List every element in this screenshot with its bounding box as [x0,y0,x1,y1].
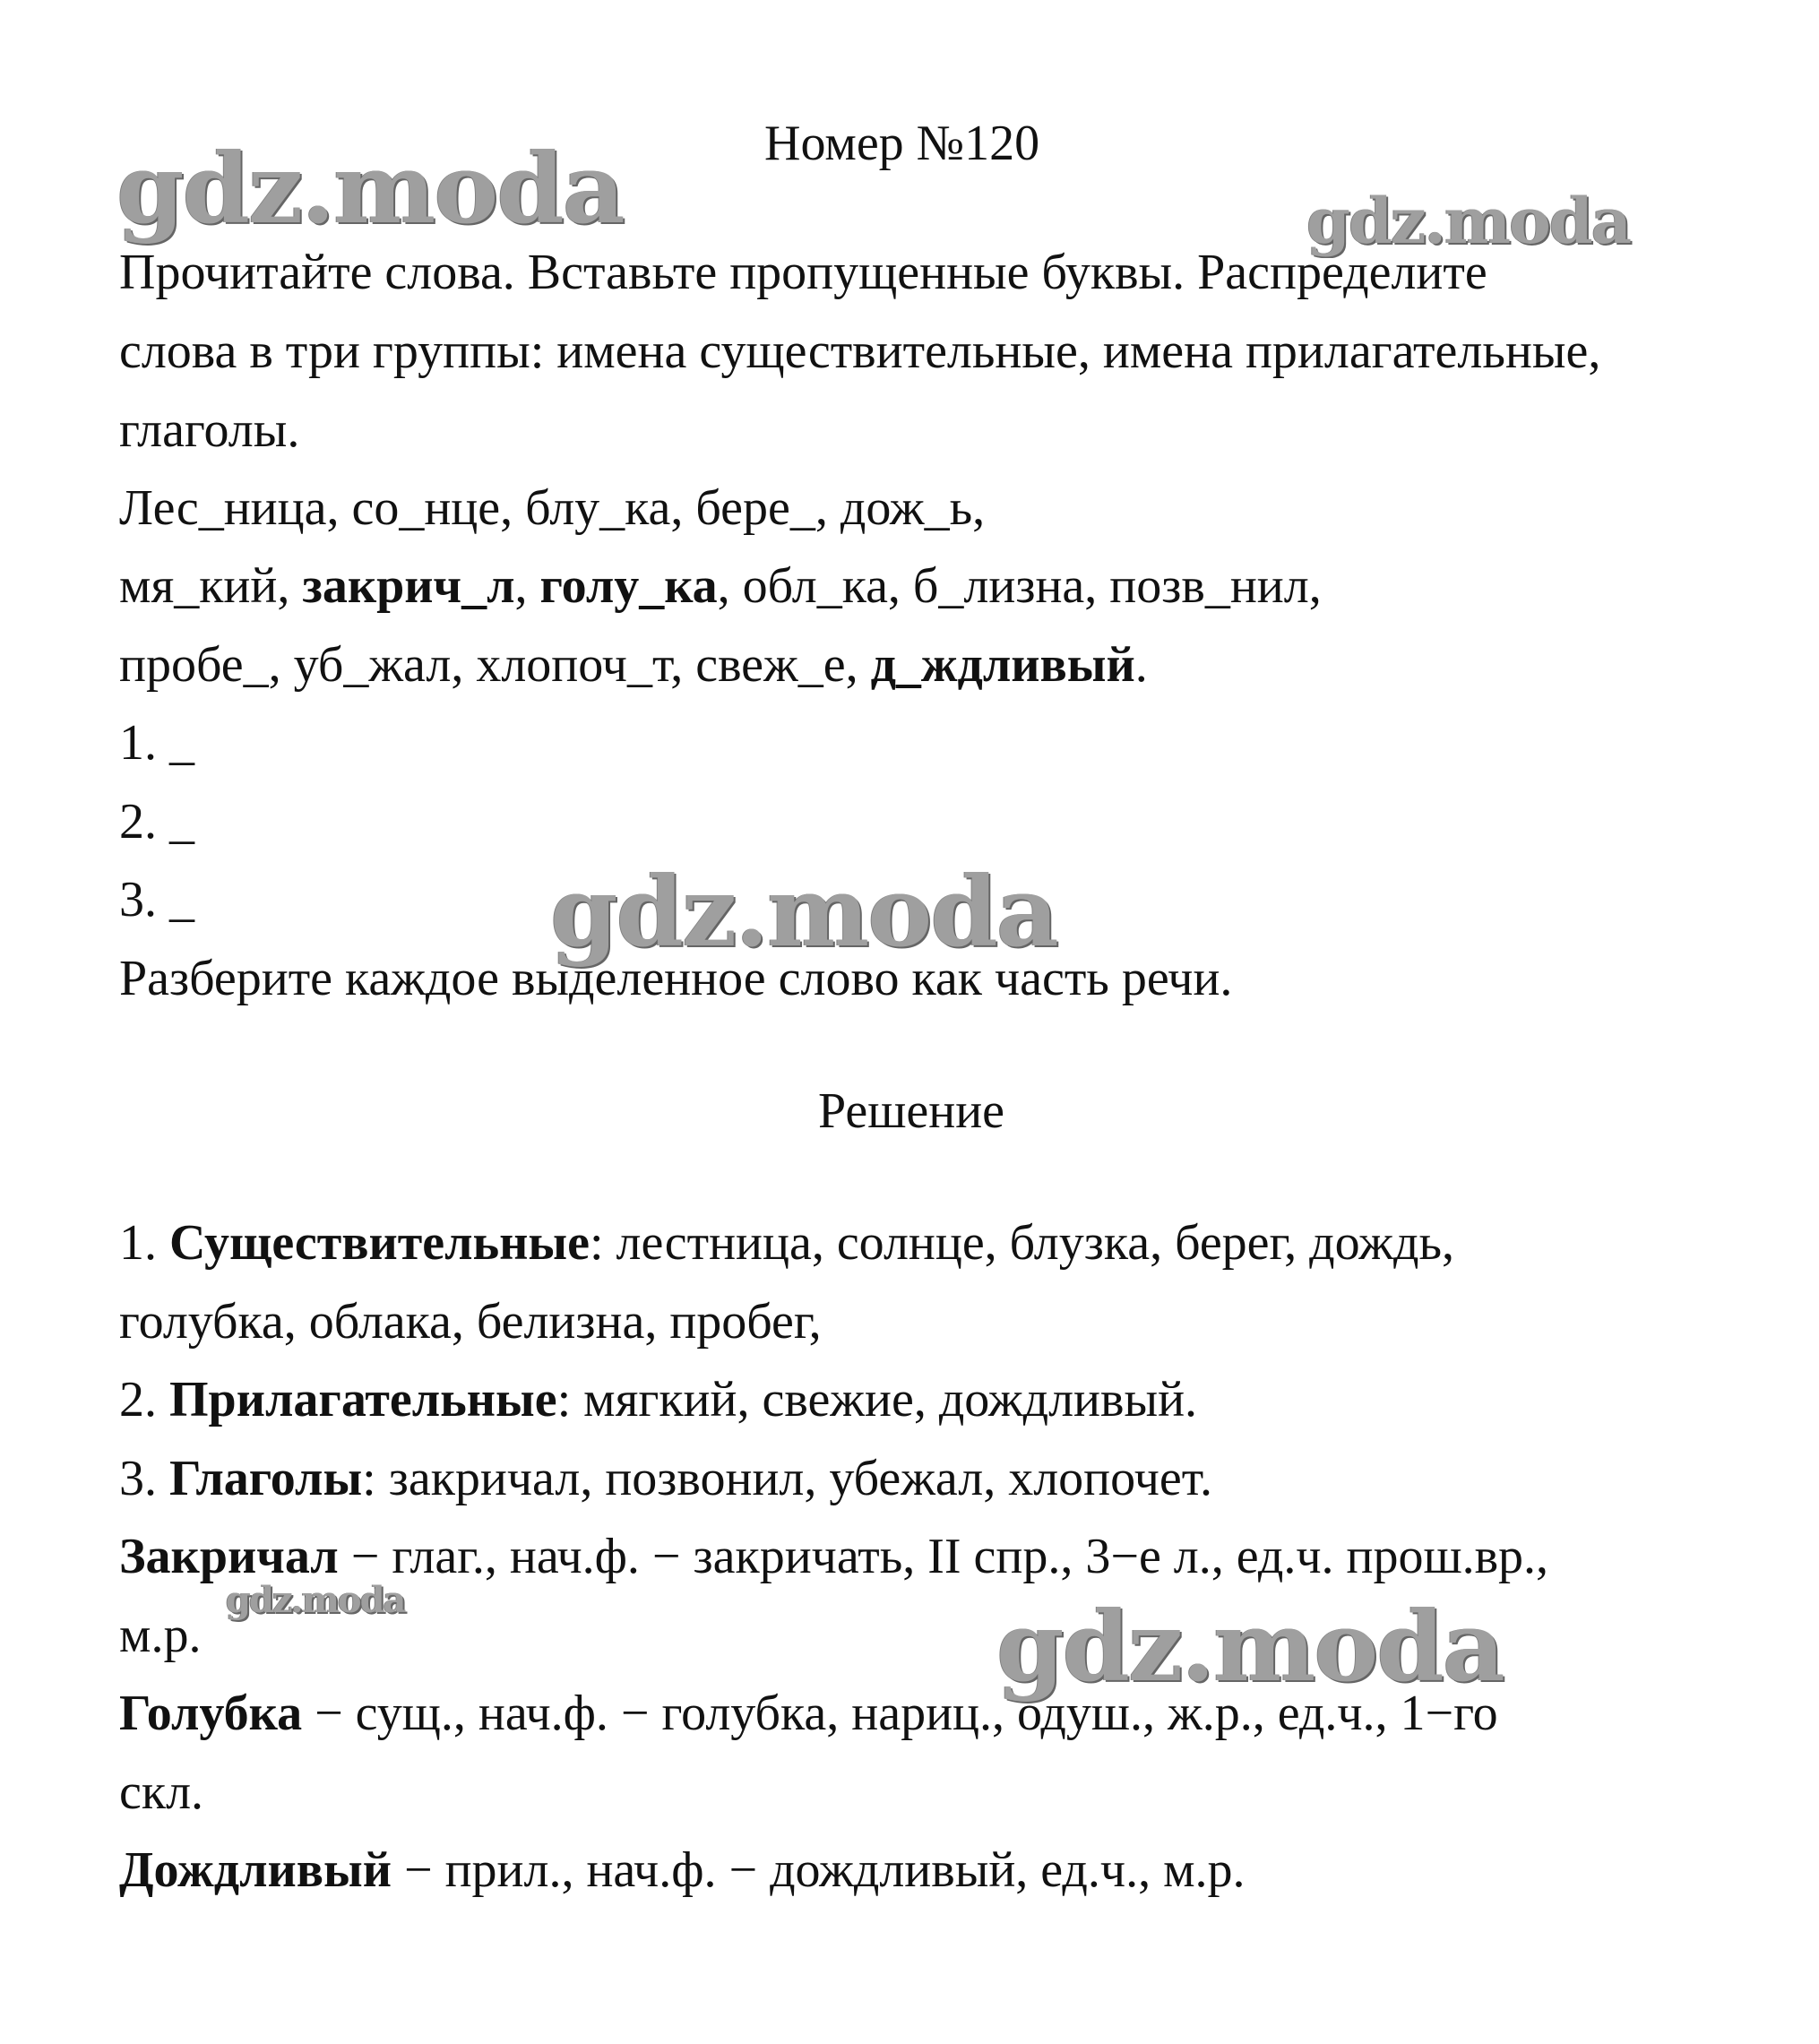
nouns-line-2: голубка, облака, белизна, пробег, [119,1294,822,1350]
verbs-line [119,1450,1212,1507]
parse-text: − сущ., нач.ф. − голубка, нариц., одуш., ж.р., ед.ч., 1−го [302,1686,1498,1741]
nouns-label: Существительные [169,1215,590,1271]
parse-word: Закричал [119,1529,339,1584]
blank-item-2: 2. _ [119,794,194,850]
solution-heading: Решение [818,1083,1005,1139]
highlighted-word: д_ждливый [870,637,1135,693]
words-plain: , [514,558,540,614]
list-number: 3. [119,1451,169,1506]
words-line-3 [119,636,1148,694]
blank-item-1: 1. _ [119,715,194,771]
adjectives-words: : мягкий, свежие, дождливый. [556,1372,1198,1427]
words-plain: , обл_ка, б_лизна, позв_нил, [717,558,1322,614]
words-plain: пробе_, уб_жал, хлопоч_т, свеж_е, [119,637,871,693]
parse-text: − глаг., нач.ф. − закричать, II спр., 3−е л., ед.ч. прош.вр., [338,1529,1549,1584]
parse-word: Дождливый [119,1842,392,1898]
nouns-words: : лестница, солнце, блузка, берег, дождь, [589,1215,1454,1271]
watermark-logo: gdz.moda [226,1579,405,1621]
verbs-words: : закричал, позвонил, убежал, хлопочет. [362,1451,1212,1506]
blank-item-3: 3. _ [119,872,194,927]
parse-dozhdlivyi-line [119,1841,1246,1899]
words-line-2 [119,557,1322,615]
instruction-text: Разберите каждое выделенное слово как часть речи. [119,951,1233,1006]
verbs-label: Глаголы [169,1451,363,1506]
adjectives-line [119,1371,1197,1428]
watermark-logo: gdz.moda [1306,184,1631,258]
watermark-logo: gdz.moda [116,133,624,246]
list-number: 1. [119,1215,169,1271]
parse-word: Голубка [119,1686,303,1741]
task-text-line-3: глаголы. [119,402,300,458]
watermark-logo: gdz.moda [550,856,1057,969]
words-plain: мя_кий, [119,558,303,614]
task-text-line-1: Прочитайте слова. Вставьте пропущенные буквы. Распределите [119,245,1487,300]
page-title: Номер №120 [764,116,1040,171]
watermark-logo: gdz.moda [996,1591,1504,1703]
nouns-line-1 [119,1214,1454,1272]
words-line-1: Лес_ница, со_нце, блу_ка, бере_, дож_ь, [119,480,986,536]
parse-golubka-line-2: скл. [119,1764,204,1820]
parse-zakrichal-line-1 [119,1528,1548,1585]
words-plain: . [1134,637,1148,693]
task-text-line-2: слова в три группы: имена существительные, имена прилагательные, [119,323,1601,379]
parse-golubka-line-1 [119,1685,1498,1742]
list-number: 2. [119,1372,169,1427]
highlighted-word: закрич_л [302,558,515,614]
highlighted-word: голу_ка [539,558,718,614]
parse-text: − прил., нач.ф. − дождливый, ед.ч., м.р. [391,1842,1246,1898]
parse-zakrichal-line-2: м.р. [119,1608,202,1663]
adjectives-label: Прилагательные [169,1372,557,1427]
